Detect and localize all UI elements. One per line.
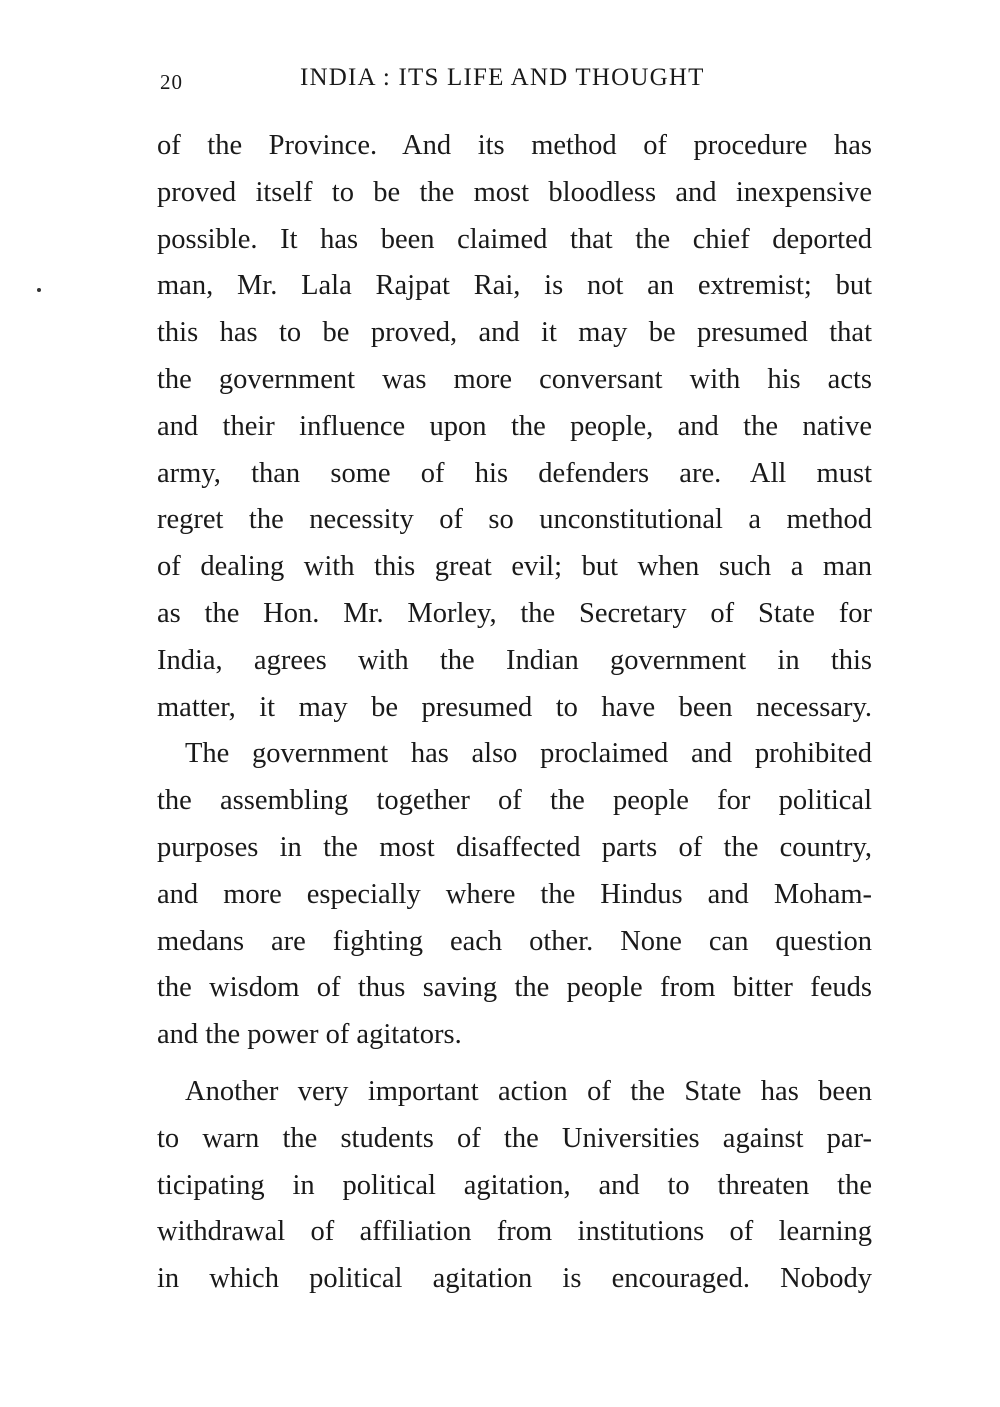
text-line: and the power of agitators.	[157, 1019, 462, 1051]
text-line: and their influence upon the people, and the native	[157, 410, 872, 442]
text-line: regret the necessity of so unconstitutional a method	[157, 504, 872, 536]
text-line: man, Mr. Lala Rajpat Rai, is not an extremist; but	[157, 270, 872, 302]
text-line: this has to be proved, and it may be presumed that	[157, 317, 872, 349]
text-line: and more especially where the Hindus and Moham-	[157, 878, 872, 910]
text-line: withdrawal of affiliation from institutions of learning	[157, 1216, 872, 1248]
text-line: purposes in the most disaffected parts of the country,	[157, 831, 872, 863]
text-line: India, agrees with the Indian government in this	[157, 644, 872, 676]
text-line: in which political agitation is encouraged. Nobody	[157, 1263, 872, 1295]
text-line: ticipating in political agitation, and to threaten the	[157, 1169, 872, 1201]
text-line: the government was more conversant with his acts	[157, 363, 872, 395]
text-line: Another very important action of the State has been	[185, 1075, 872, 1107]
margin-speck	[37, 288, 41, 292]
text-line: medans are fighting each other. None can question	[157, 925, 872, 957]
text-line: as the Hon. Mr. Morley, the Secretary of State for	[157, 597, 872, 629]
text-line: of dealing with this great evil; but when such a man	[157, 551, 872, 583]
text-line: to warn the students of the Universities against par-	[157, 1122, 872, 1154]
text-line: proved itself to be the most bloodless and inexpensive	[157, 176, 872, 208]
text-line: possible. It has been claimed that the chief deported	[157, 223, 872, 255]
text-line: the assembling together of the people for political	[157, 785, 872, 817]
running-title: INDIA : ITS LIFE AND THOUGHT	[300, 64, 705, 91]
paragraph	[157, 731, 872, 1059]
text-line: of the Province. And its method of procedure has	[157, 130, 872, 161]
text-line: The government has also proclaimed and prohibited	[185, 738, 872, 770]
paragraph-gap	[157, 1059, 872, 1069]
page-number: 20	[160, 70, 183, 94]
paragraph	[157, 123, 872, 731]
body-text	[157, 123, 872, 1303]
text-line: army, than some of his defenders are. All must	[157, 457, 872, 489]
running-head	[160, 64, 872, 104]
paragraph	[157, 1069, 872, 1303]
text-line: the wisdom of thus saving the people from bitter feuds	[157, 972, 872, 1004]
text-line: matter, it may be presumed to have been necessary.	[157, 691, 872, 723]
